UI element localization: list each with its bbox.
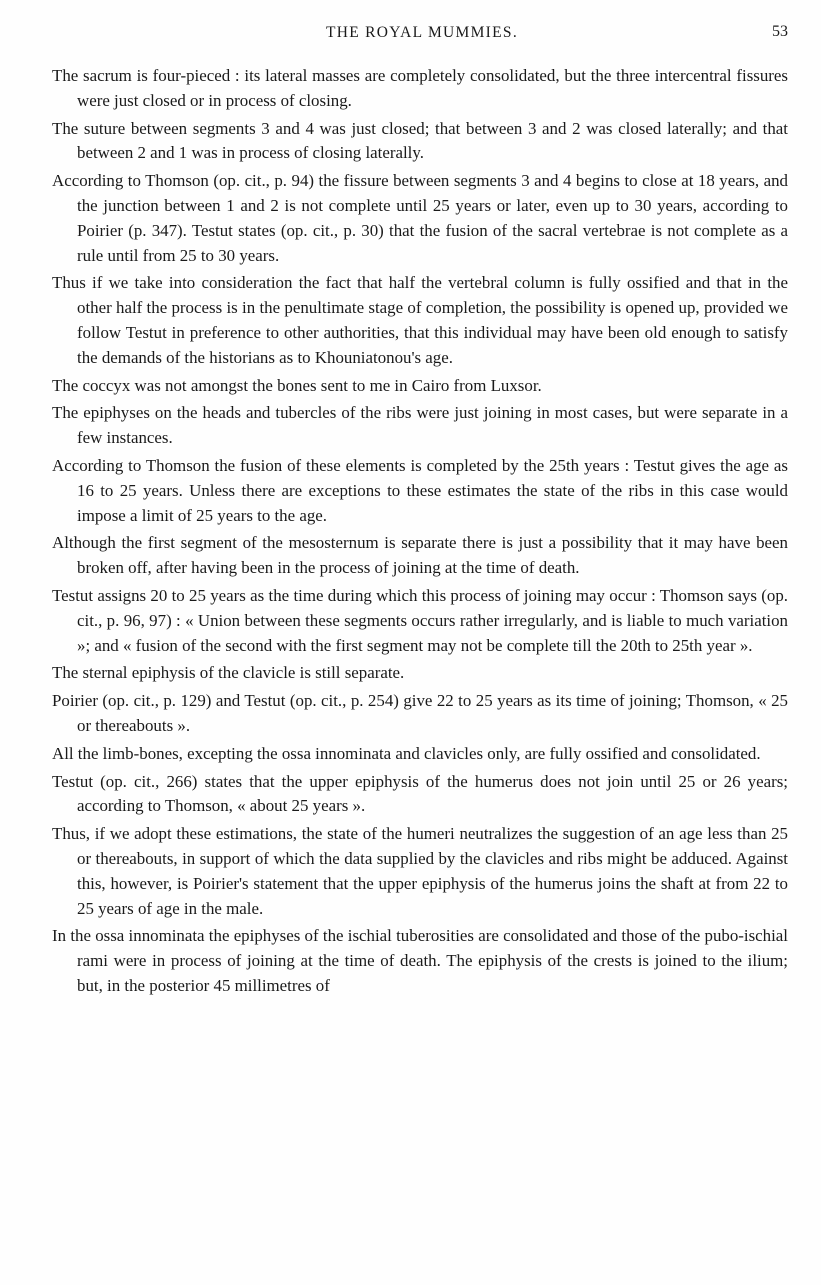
body-text: [52, 64, 788, 1002]
paragraph: The suture between segments 3 and 4 was just closed; that between 3 and 2 was closed laterally; and that between 2 and 1 was in process of closing laterally.: [52, 118, 788, 163]
paragraph: Although the first segment of the mesosternum is separate there is just a possibility that it may have been broken off, after having been in the process of joining at the time of death.: [52, 533, 788, 578]
running-title: THE ROYAL MUMMIES.: [325, 24, 519, 41]
paragraph: The sacrum is four-pieced : its lateral masses are completely consolidated, but the three intercentral fissures were just closed or in process of closing.: [52, 66, 788, 110]
paragraph: The epiphyses on the heads and tubercles of the ribs were just joining in most cases, but were separate in a few instances.: [52, 403, 788, 448]
paragraph: Poirier (op. cit., p. 129) and Testut (op. cit., p. 254) give 22 to 25 years as its time of joining; Thomson, « 25 or thereabouts ».: [52, 691, 788, 735]
page-number: 53: [772, 23, 788, 40]
paragraph: Thus if we take into consideration the fact that half the vertebral column is fully ossified and that in the other half the process is in the penultimate stage of completion, the possibility is opened up, provided we follow Testut in preference to other authorities, that this individual may have been old enough to satisfy the demands of the historians as to Khouniatonou's age.: [52, 273, 788, 367]
paragraph: The sternal epiphysis of the clavicle is still separate.: [52, 663, 405, 683]
paragraph: According to Thomson the fusion of these elements is completed by the 25th years : Testut gives the age as 16 to 25 years. Unless there are exceptions to these estimates the state of the ribs in this case would impose a limit of 25 years to the age.: [52, 455, 788, 525]
paragraph: All the limb-bones, excepting the ossa innominata and clavicles only, are fully ossified and consolidated.: [52, 743, 761, 763]
running-head: [54, 22, 790, 48]
paragraph: Testut assigns 20 to 25 years as the time during which this process of joining may occur : Thomson says (op. cit., p. 96, 97) : « Union between these segments occurs rather irregularly, and is liable to much variation »; and « fusion of the second with the first segment may not be complete till the 20th to 25th year ».: [52, 585, 788, 655]
paragraph: In the ossa innominata the epiphyses of the ischial tuberosities are consolidated and those of the pubo-ischial rami were in process of joining at the time of death. The epiphysis of the crests is joined to the ilium; but, in the posterior 45 millimetres of: [52, 926, 788, 995]
paragraph: Thus, if we adopt these estimations, the state of the humeri neutralizes the suggestion of an age less than 25 or thereabouts, in support of which the data supplied by the clavicles and ribs might be adduced. Against this, however, is Poirier's statement that the upper epiphysis of the humerus joins the shaft at from 22 to 25 years of age in the male.: [52, 824, 788, 918]
paragraph: The coccyx was not amongst the bones sent to me in Cairo from Luxsor.: [52, 375, 542, 395]
paragraph: Testut (op. cit., 266) states that the upper epiphysis of the humerus does not join until 25 or 26 years; according to Thomson, « about 25 years ».: [52, 771, 788, 816]
paragraph: According to Thomson (op. cit., p. 94) the fissure between segments 3 and 4 begins to close at 18 years, and the junction between 1 and 2 is not complete until 25 years or later, even up to 30 years, according to Poirier (p. 347). Testut states (op. cit., p. 30) that the fusion of the sacral vertebrae is not complete as a rule until from 25 to 30 years.: [52, 171, 788, 265]
